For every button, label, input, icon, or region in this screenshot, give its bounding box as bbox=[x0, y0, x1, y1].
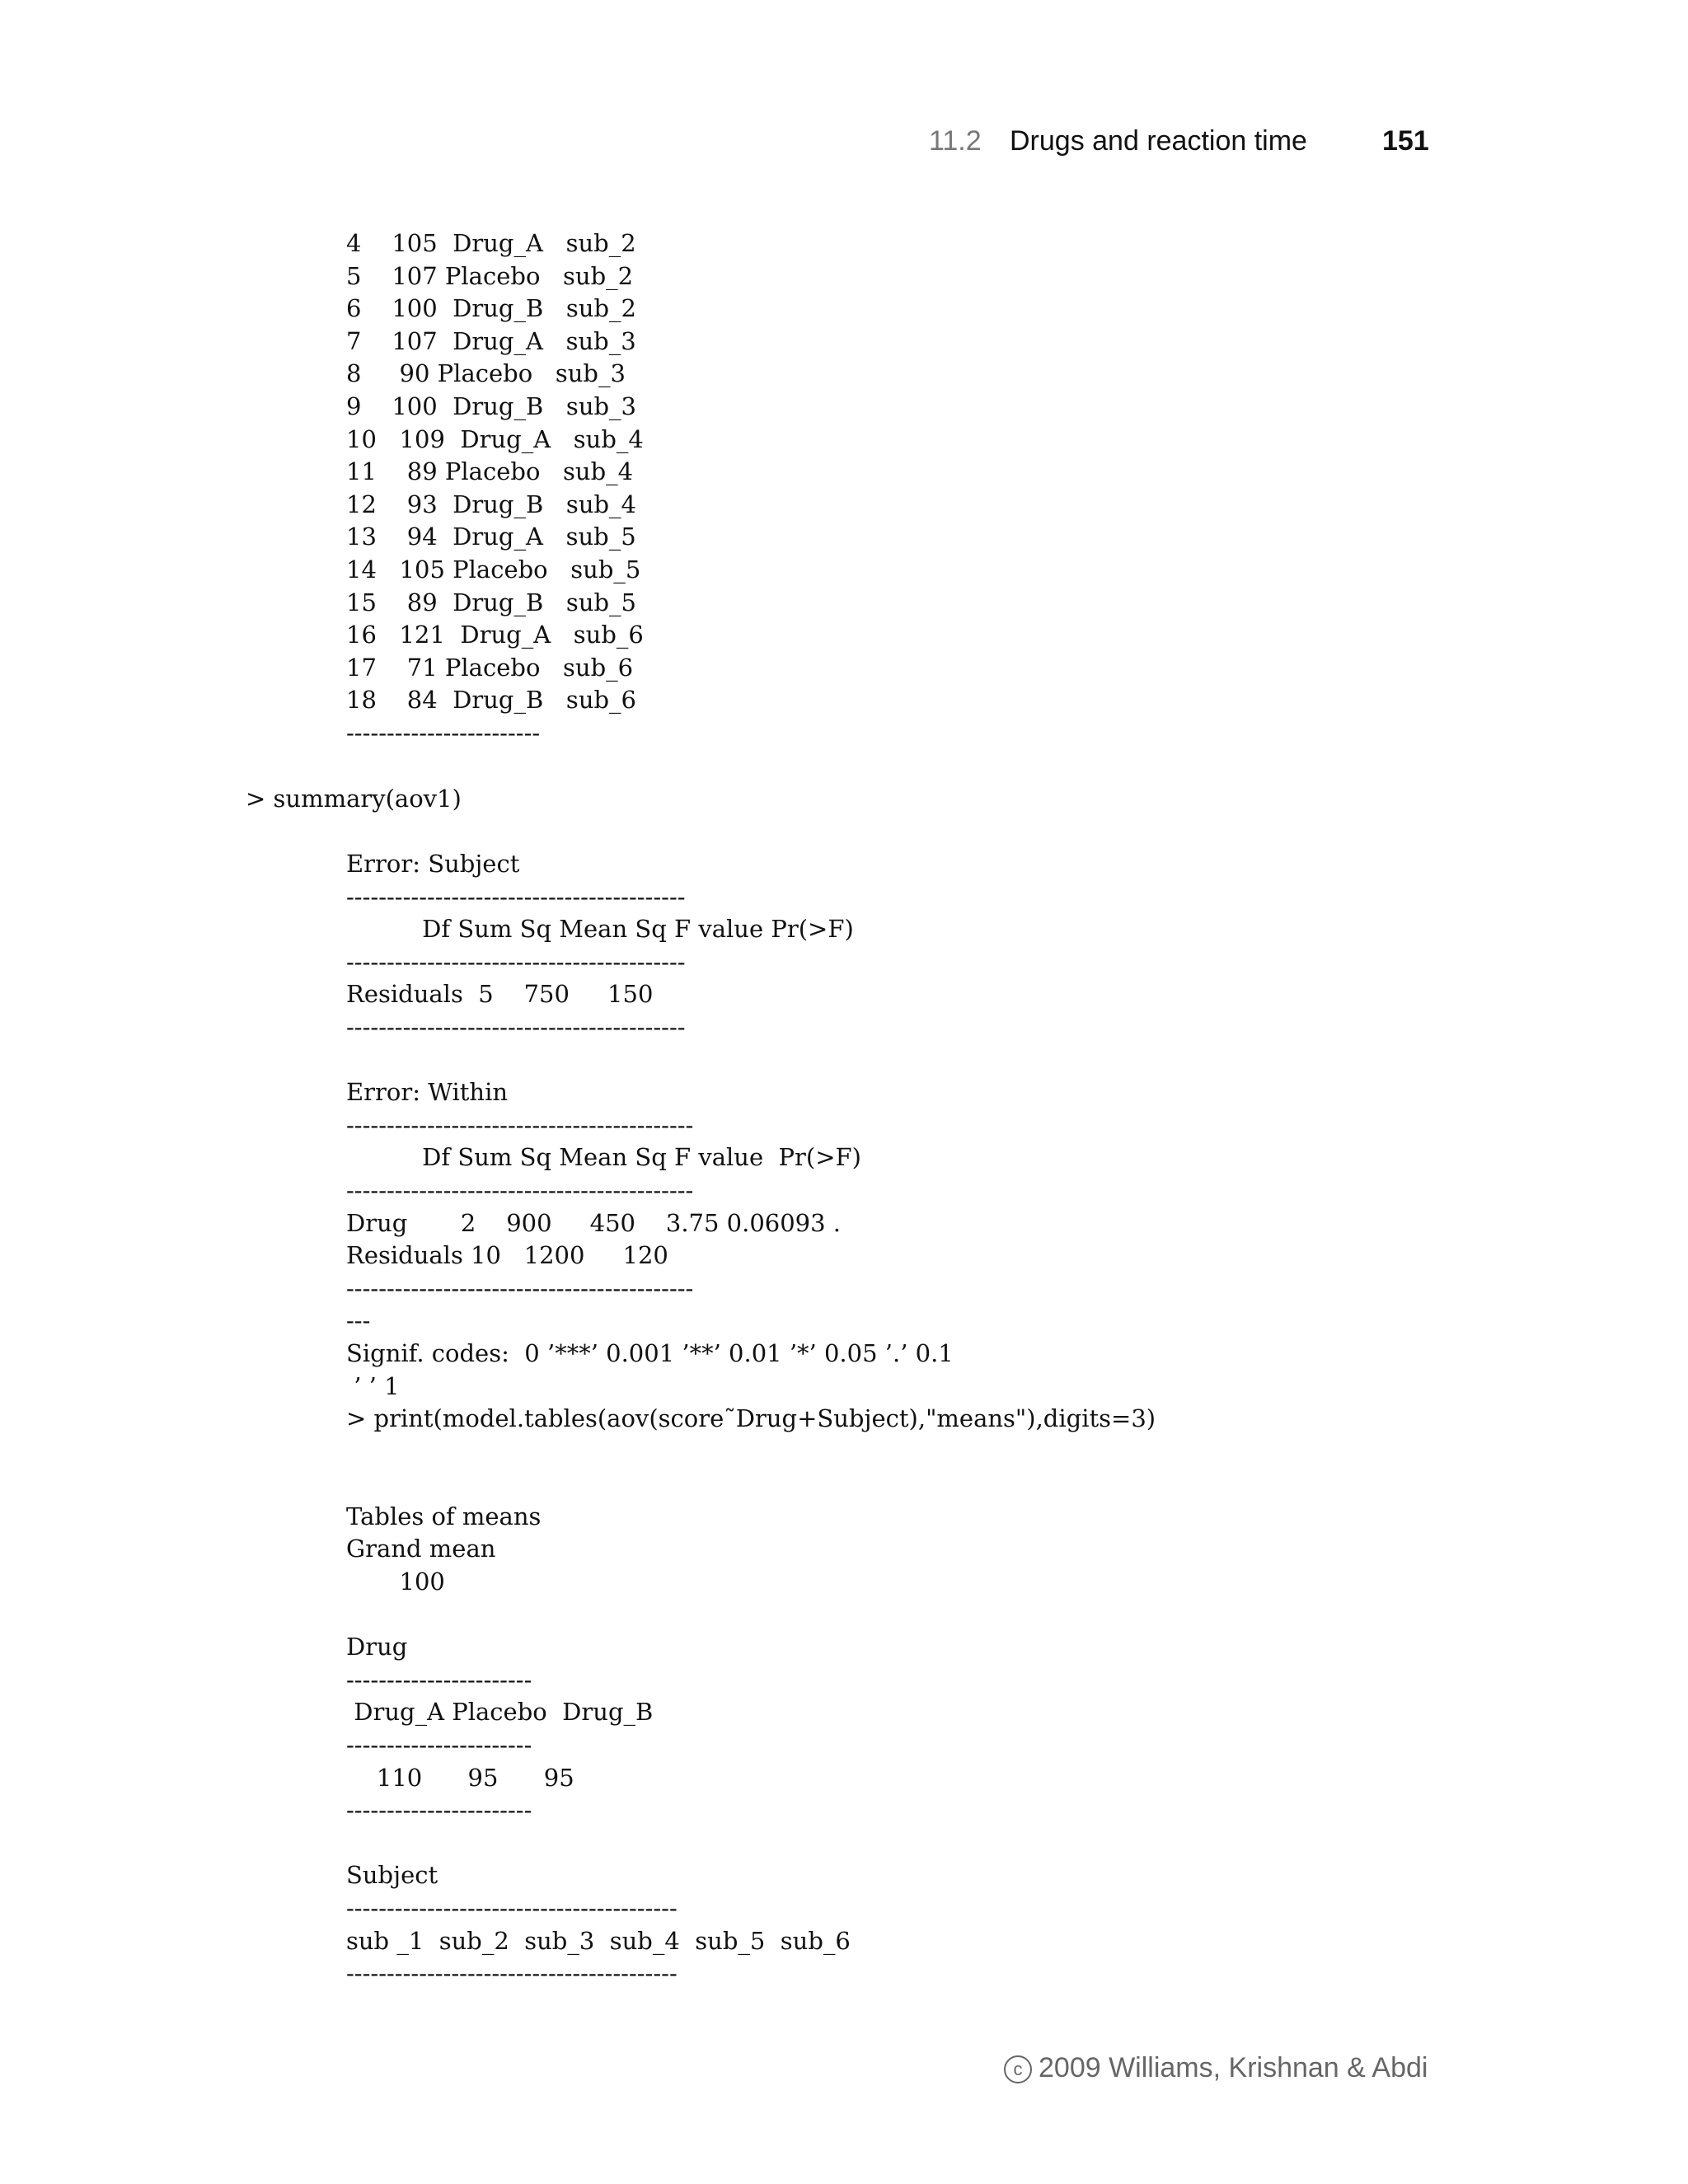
listing-row: 16 121 Drug_A sub_6 bbox=[346, 621, 644, 649]
listing-row: 7 107 Drug_A sub_3 bbox=[346, 326, 636, 355]
page-number: 151 bbox=[1382, 125, 1429, 157]
summary-command bbox=[246, 783, 462, 816]
listing-row: 5 107 Placebo sub_2 bbox=[346, 261, 634, 290]
grand-mean-label: Grand mean bbox=[346, 1535, 496, 1563]
table-rule: ----------------------- bbox=[346, 1796, 532, 1825]
separator: --- bbox=[346, 1306, 371, 1335]
listing-row: 15 89 Drug_B sub_5 bbox=[346, 588, 637, 616]
drug-table-values: 110 95 95 bbox=[346, 1763, 574, 1792]
table-rule: ----------------------- bbox=[346, 1665, 532, 1694]
error-subject-title: Error: Subject bbox=[346, 850, 520, 878]
listing-row: 14 105 Placebo sub_5 bbox=[346, 555, 641, 583]
table-rule: ------------------------------------------ bbox=[346, 947, 686, 976]
listing-row: 17 71 Placebo sub_6 bbox=[346, 653, 634, 682]
table-rule: ------------------------------------------ bbox=[346, 882, 686, 911]
section-number: 11.2 bbox=[929, 125, 982, 157]
table-header: Df Sum Sq Mean Sq F value Pr(>F) bbox=[346, 915, 854, 944]
means-title: Tables of means bbox=[346, 1502, 542, 1530]
listing-row: 10 109 Drug_A sub_4 bbox=[346, 424, 644, 453]
copyright-text: 2009 Williams, Krishnan & Abdi bbox=[1039, 2052, 1428, 2083]
table-rule: ------------------------------------------- bbox=[346, 1273, 694, 1302]
anova-output bbox=[346, 848, 1156, 1990]
signif-codes-cont: ’ ’ 1 bbox=[346, 1371, 400, 1400]
table-rule: ----------------------- bbox=[346, 1731, 532, 1760]
listing-row: 13 94 Drug_A sub_5 bbox=[346, 523, 636, 551]
command-text: > summary(aov1) bbox=[246, 785, 462, 813]
listing-row: 8 90 Placebo sub_3 bbox=[346, 359, 626, 388]
subject-table-header: sub _1 sub_2 sub_3 sub_4 sub_5 sub_6 bbox=[346, 1926, 851, 1955]
listing-row: 4 105 Drug_A sub_2 bbox=[346, 229, 636, 257]
table-row: Residuals 10 1200 120 bbox=[346, 1241, 668, 1270]
drug-table-header: Drug_A Placebo Drug_B bbox=[346, 1698, 654, 1727]
error-within-title: Error: Within bbox=[346, 1078, 509, 1107]
table-header: Df Sum Sq Mean Sq F value Pr(>F) bbox=[346, 1143, 861, 1172]
table-rule: ------------------------------------------- bbox=[346, 1175, 694, 1204]
table-rule: ------------------------------------------- bbox=[346, 1110, 694, 1139]
listing-row: 12 93 Drug_B sub_4 bbox=[346, 490, 637, 518]
listing-rule: ------------------------ bbox=[346, 718, 541, 747]
table-row: Residuals 5 750 150 bbox=[346, 980, 654, 1009]
data-listing bbox=[346, 227, 644, 750]
table-rule: ----------------------------------------- bbox=[346, 1894, 678, 1922]
table-rule: ----------------------------------------- bbox=[346, 1959, 678, 1988]
copyright-icon: c bbox=[1004, 2055, 1032, 2083]
running-header bbox=[0, 125, 1688, 165]
listing-row: 9 100 Drug_B sub_3 bbox=[346, 391, 637, 420]
listing-row: 18 84 Drug_B sub_6 bbox=[346, 686, 637, 715]
grand-mean-value: 100 bbox=[346, 1568, 445, 1596]
listing-row: 11 89 Placebo sub_4 bbox=[346, 457, 634, 486]
copyright-footer bbox=[1004, 2052, 1428, 2084]
listing-row: 6 100 Drug_B sub_2 bbox=[346, 294, 637, 323]
table-row: Drug 2 900 450 3.75 0.06093 . bbox=[346, 1208, 842, 1237]
subject-table-title: Subject bbox=[346, 1861, 438, 1890]
print-command: > print(model.tables(aov(score˜Drug+Subject),"means"),digits=3) bbox=[346, 1404, 1156, 1433]
drug-table-title: Drug bbox=[346, 1633, 408, 1661]
signif-codes: Signif. codes: 0 ’***’ 0.001 ’**’ 0.01 ’*’ 0.05 ’.’ 0.1 bbox=[346, 1338, 954, 1367]
section-title: Drugs and reaction time bbox=[1010, 125, 1307, 157]
table-rule: ------------------------------------------ bbox=[346, 1012, 686, 1041]
